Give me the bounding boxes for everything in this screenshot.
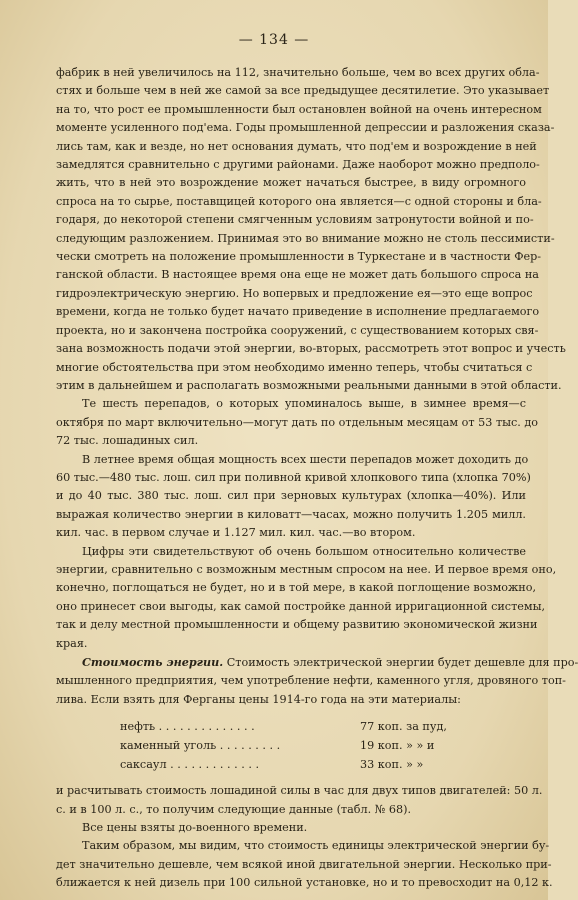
text-line: выражая количество энергии в киловатт—часах, можно получить 1.205 милл. xyxy=(56,507,526,521)
text-line: 60 тыс.—480 тыс. лош. сил при поливной кривой хлопкового типа (хлопка 70%) xyxy=(56,470,531,484)
text-line: так и делу местной промышленности и общему развитию экономической жизни xyxy=(56,618,538,632)
text-line: стях и больше чем в ней же самой за все предыдущее десятилетие. Это указывает xyxy=(56,84,550,98)
price-value: 33 коп. » » xyxy=(360,758,424,772)
text-line: многие обстоятельства при этом необходимо именно теперь, чтобы считаться с xyxy=(56,360,533,374)
text-line: с. и в 100 л. с., то получим следующие данные (табл. № 68). xyxy=(56,802,412,816)
paragraph-2 xyxy=(56,395,539,450)
text-line: Таким образом, мы видим, что стоимость единицы электрической энергии бу- xyxy=(82,839,550,853)
text-line: времени, когда не только будет начато приведение в исполнение предлагаемого xyxy=(56,305,540,319)
price-material: каменный уголь . . . . . . . . . xyxy=(120,739,281,753)
text-line: Стоимость электрической энергии будет дешевле для про- xyxy=(226,656,578,669)
text-line: Все цены взяты до-военного времени. xyxy=(82,821,308,835)
text-line: Те шесть перепадов, о которых упоминалось выше, в зимнее время—с xyxy=(82,397,526,411)
text-line: кил. час. в первом случае и 1.127 мил. кил. час.—во втором. xyxy=(56,526,416,540)
text-line: фабрик в ней увеличилось на 112, значительно больше, чем во всех других обла- xyxy=(56,66,540,79)
section-heading: Стоимость энергии. xyxy=(82,655,224,669)
text-line: ганской области. В настоящее время она еще не может дать большого спроса на xyxy=(56,268,539,282)
paragraph-5 xyxy=(56,653,578,709)
price-value: 77 коп. за пуд, xyxy=(360,720,447,734)
text-line: спроса на то сырье, поставщицей которого она является—с одной стороны и бла- xyxy=(56,194,542,208)
paragraph-4 xyxy=(56,543,557,653)
text-line: годаря, до некоторой степени смягченным условиям затронутости войной и по- xyxy=(56,213,534,227)
price-row xyxy=(120,736,460,755)
text-line: конечно, поглощаться не будет, но и в той мере, в какой поглощение возможно, xyxy=(56,581,537,595)
price-row xyxy=(120,717,460,736)
text-line: В летнее время общая мощность всех шести перепадов может доходить до xyxy=(82,452,529,466)
text-line: жить, что в ней это возрождение может начаться быстрее, в виду огромного xyxy=(56,176,526,190)
text-line: на то, что рост ее промышленности был остановлен войной на очень интересном xyxy=(56,102,542,116)
text-line: энергии, сравнительно с возможным местным спросом на нее. И первое время оно, xyxy=(56,562,557,576)
text-line: моменте усиленного под'ема. Годы промышленной депрессии и разложения сказа- xyxy=(56,121,555,135)
text-line: края. xyxy=(56,636,88,650)
text-line: лива. Если взять для Ферганы цены 1914-го года на эти материалы: xyxy=(56,692,461,706)
text-line: Цифры эти свидетельствуют об очень большом относительно количестве xyxy=(82,544,526,558)
paragraph-8 xyxy=(56,837,553,892)
text-line: чески смотреть на положение промышленности в Туркестане и в частности Фер- xyxy=(56,250,542,264)
page-number: — 134 — xyxy=(238,32,310,48)
text-line: следующим разложением. Принимая это во внимание можно не столь пессимисти- xyxy=(56,231,555,245)
price-material: саксаул . . . . . . . . . . . . . xyxy=(120,758,260,772)
paragraph-1 xyxy=(56,64,566,395)
text-line: оно принесет свои выгоды, как самой постройке данной ирригационной системы, xyxy=(56,599,546,613)
price-material: нефть . . . . . . . . . . . . . . xyxy=(120,720,255,734)
price-table xyxy=(120,717,460,774)
text-line: 72 тыс. лошадиных сил. xyxy=(56,434,199,448)
text-line: и расчитывать стоимость лошадиной силы в час для двух типов двигателей: 50 л. xyxy=(56,784,543,798)
text-line: лись там, как и везде, но нет основания думать, что под'ем и возрождение в ней xyxy=(56,139,537,153)
text-line: гидроэлектрическую энергию. Но вопервых и предложение ея—это еще вопрос xyxy=(56,286,533,300)
text-line: мышленного предприятия, чем употребление нефти, каменного угля, дровяного топ- xyxy=(56,674,566,688)
price-value: 19 коп. » » и xyxy=(360,739,435,753)
text-line: замедлятся сравнительно с другими районами. Даже наоборот можно предполо- xyxy=(56,158,540,172)
paragraph-3 xyxy=(56,451,531,543)
text-line: и до 40 тыс. 380 тыс. лош. сил при зерновых культурах (хлопка—40%). Или xyxy=(56,489,526,503)
text-line: ближается к ней дизель при 100 сильной установке, но и то превосходит на 0,12 к. xyxy=(56,876,553,890)
paragraph-7 xyxy=(56,819,526,837)
text-line: октября по март включительно—могут дать по отдельным месяцам от 53 тыс. до xyxy=(56,415,539,429)
text-line: этим в дальнейшем и располагать возможными реальными данными в этой области. xyxy=(56,378,562,392)
price-row xyxy=(120,755,460,774)
text-line: дет значительно дешевле, чем всякой иной двигательной энергии. Несколько при- xyxy=(56,857,552,871)
body-text xyxy=(56,64,578,893)
text-line: проекта, но и закончена постройка сооружений, с существованием которых свя- xyxy=(56,323,539,337)
paragraph-6 xyxy=(56,782,543,819)
text-line: зана возможность подачи этой энергии, во-вторых, рассмотреть этот вопрос и учесть xyxy=(56,342,566,356)
